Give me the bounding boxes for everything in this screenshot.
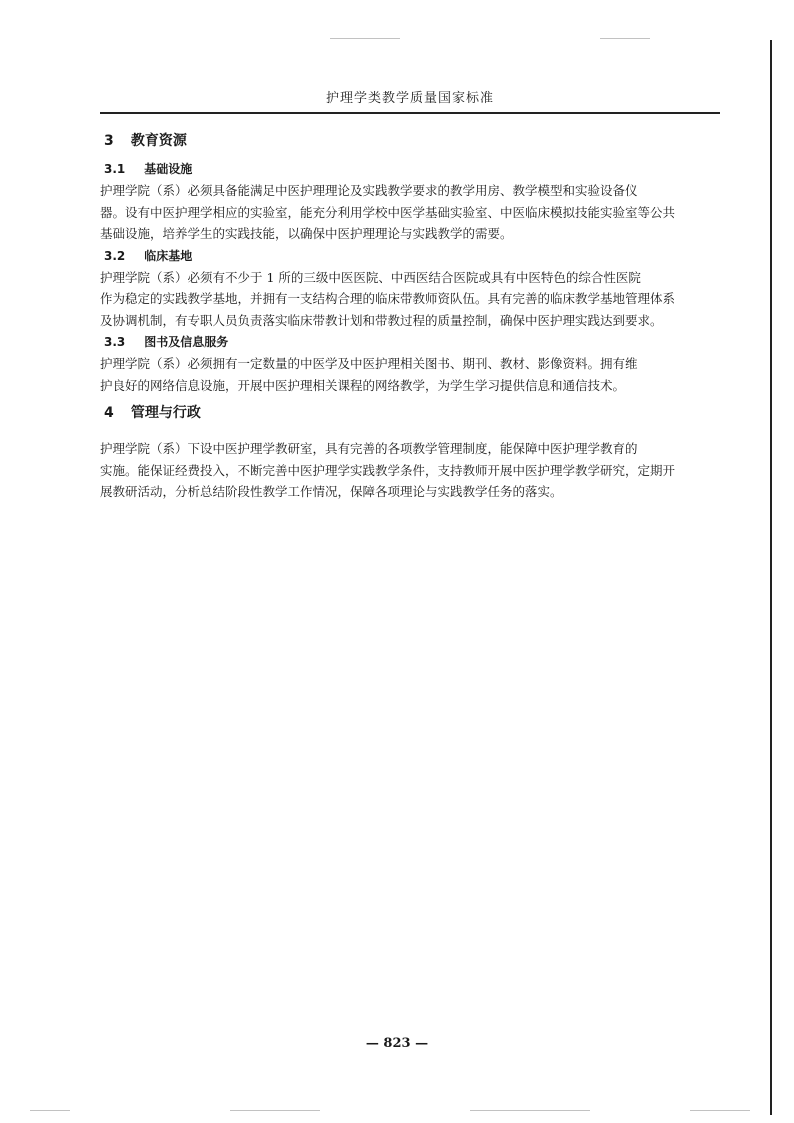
section-title: 教育资源 <box>130 133 187 149</box>
section-3-heading <box>100 128 720 154</box>
header-title: 护理学类教学质量国家标准 <box>325 91 494 106</box>
running-header <box>100 82 720 114</box>
scan-noise <box>470 1110 590 1111</box>
subsection-3-3-heading <box>100 331 720 353</box>
subsection-title: 基础设施 <box>144 162 193 176</box>
section-number: 3 <box>104 133 114 149</box>
page-body <box>100 128 720 503</box>
scan-edge-line <box>770 40 772 1115</box>
paragraph-management <box>100 438 720 503</box>
page-number: — 823 — <box>365 1036 429 1051</box>
subsection-number: 3.2 <box>104 248 126 263</box>
paragraph-line: 护理学院（系）下设中医护理学教研室，具有完善的各项教学管理制度，能保障中医护理学教育的 <box>100 441 638 456</box>
paragraph-line: 护理学院（系）必须拥有一定数量的中医学及中医护理相关图书、期刊、教材、影像资料。拥有维 <box>100 356 638 371</box>
paragraph-line: 器。设有中医护理学相应的实验室，能充分利用学校中医学基础实验室、中医临床模拟技能实验室等公共 <box>100 204 676 220</box>
subsection-number: 3.3 <box>104 335 126 349</box>
scan-noise <box>330 38 400 39</box>
paragraph-line: 展教研活动，分析总结阶段性教学工作情况，保障各项理论与实践教学任务的落实。 <box>100 484 563 499</box>
paragraph-line: 护良好的网络信息设施，开展中医护理相关课程的网络教学，为学生学习提供信息和通信技术。 <box>100 377 626 393</box>
scan-noise <box>690 1110 750 1111</box>
paragraph-line: 基础设施，培养学生的实践技能，以确保中医护理理论与实践教学的需要。 <box>100 226 513 241</box>
paragraph-line: 护理学院（系）必须具备能满足中医护理理论及实践教学要求的教学用房、教学模型和实验设备仪 <box>100 183 638 198</box>
subsection-3-1-heading <box>100 158 720 180</box>
paragraph-line: 及协调机制，有专职人员负责落实临床带教计划和带教过程的质量控制，确保中医护理实践达到要求。 <box>100 312 663 328</box>
paragraph-line: 实施。能保证经费投入，不断完善中医护理学实践教学条件，支持教师开展中医护理学教学研究，定期开 <box>100 462 676 478</box>
paragraph-clinical-base <box>100 267 720 332</box>
subsection-number: 3.1 <box>104 162 126 176</box>
paragraph-library-info <box>100 353 720 396</box>
subsection-title: 临床基地 <box>144 248 193 263</box>
scan-noise <box>600 38 650 39</box>
paragraph-line: 护理学院（系）必须有不少于 1 所的三级中医医院、中西医结合医院或具有中医特色的综合性医院 <box>100 269 641 285</box>
scan-noise <box>30 1110 70 1111</box>
scan-noise <box>230 1110 320 1111</box>
subsection-3-2-heading <box>100 245 720 267</box>
subsection-title: 图书及信息服务 <box>144 335 229 349</box>
section-number: 4 <box>104 405 114 421</box>
paragraph-line: 作为稳定的实践教学基地，并拥有一支结构合理的临床带教师资队伍。具有完善的临床教学基地管理体系 <box>100 291 676 306</box>
paragraph-infrastructure <box>100 180 720 245</box>
section-4-heading <box>100 400 720 426</box>
section-title: 管理与行政 <box>130 405 201 421</box>
